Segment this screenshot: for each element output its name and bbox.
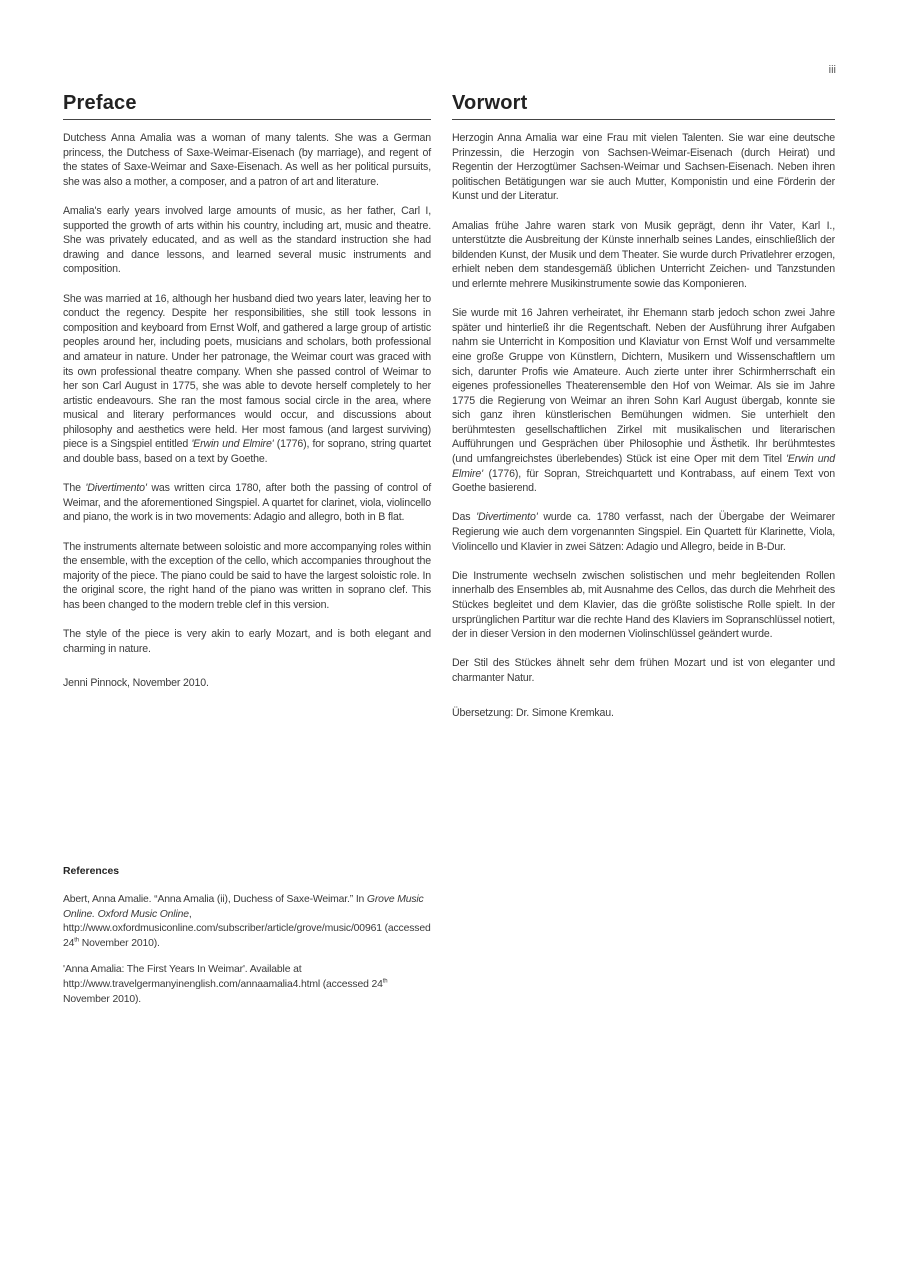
references-heading: References <box>63 866 120 877</box>
vorwort-title: Vorwort <box>452 92 835 120</box>
vorwort-paragraph: Herzogin Anna Amalia war eine Frau mit vielen Talenten. Sie war eine deutsche Prinzessin, die Herzogin von Sachsen-Weimar-Eisenach (durch Heirat) und Regentin der Herzogtümer Sachsen-Weimar und Sachsen-Eisenach. Neben ihren politischen Betätigungen war sie auch Mutter, Komponistin und eine Förderin der Kunst und der Literatur. <box>452 132 835 203</box>
vorwort-paragraph: Sie wurde mit 16 Jahren verheiratet, ihr Ehemann starb jedoch schon zwei Jahre später und hinterließ ihr die Regentschaft. Neben der Ausführung ihrer Aufgaben nahm sie Unterricht in Komposition und Klaviatur von Ernst Wolf und versammelte eine große Gruppe von Künstlern, Dichtern, Musikern und Wissenschaftlern um sich, darunter Profis wie Amateure. Auch zierte unter ihrer Schirmherrschaft ein eigenes professionelles Theaterensemble den Hof von Weimar. Als sie im Jahre 1775 die Regierung von Weimar an ihren Sohn Karl August übergab, konnte sie sich ganz ihren künstlerischen Bemühungen widmen. Sie unterhielt den berühmtesten gesellschaftlichen Zirkel mit musikalischen und literarischen Aufführungen und Gesprächen über Philosophie und Ästhetik. Ihr berühmtestes (und umfangreichstes überlebendes) Stück ist eine Oper mit dem Titel 'Erwin und Elmire' (1776), für Sopran, Streichquartett und Kontrabass, auf einem Text von Goethe basierend. <box>452 307 835 495</box>
preface-title: Preface <box>63 92 431 120</box>
work-title: 'Divertimento' <box>476 511 538 524</box>
preface-column <box>63 92 431 706</box>
work-title: 'Erwin und Elmire' <box>191 438 274 451</box>
vorwort-paragraph: Die Instrumente wechseln zwischen solistischen und mehr begleitenden Rollen innerhalb des Ensembles ab, mit Ausnahme des Cellos, das durch die Mehrheit des Stückes begleitet und dem Klavier, das die größte solistische Rolle spielt. In der ursprünglichen Partitur war die rechte Hand des Klaviers im Sopranschlüssel notiert, der in dieser Version in den modernen Violinschlüssel geändert wurde. <box>452 569 835 641</box>
preface-paragraph: The instruments alternate between soloistic and more accompanying roles within the ensemble, with the exception of the cello, which accompanies throughout the majority of the piece. The piano could be said to have the largest soloistic role. In the original score, the right hand of the piano was written in soprano clef. This has been changed to the modern treble clef in this version. <box>63 540 431 611</box>
vorwort-paragraph: Amalias frühe Jahre waren stark von Musik geprägt, denn ihr Vater, Karl I., unterstützte die Ausbreitung der Künste innerhalb seines Landes, einschließlich der bildenden Kunst, der Musik und dem Theater. Sie wurde durch Privatlehrer erzogen, erhielt neben dem standesgemäß üblichen Unterricht Zeichen- und Tanzstunden und erlernte mehrere Musikinstrumente sowie das Komponieren. <box>452 219 835 290</box>
page-number: iii <box>828 64 836 76</box>
reference-entry: 'Anna Amalia: The First Years In Weimar'. Available at http://www.travelgermanyinenglish.com/annaamalia4.html (accessed 24th November 2010). <box>63 964 388 1005</box>
vorwort-paragraph: Das 'Divertimento' wurde ca. 1780 verfasst, nach der Übergabe der Weimarer Regierung wie auch dem vorgenannten Singspiel. Ein Quartett für Klarinette, Viola, Violincello und Klavier in zwei Sätzen: Adagio und Allegro, beide in B-Dur. <box>452 511 835 553</box>
preface-paragraph: She was married at 16, although her husband died two years later, leaving her to conduct the regency. Despite her responsibilities, she still took lessons in composition and keyboard from Ernst Wolf, and gathered a large group of artistic peoples around her, including poets, musicians and scholars, both professional and amateur in nature. Under her patronage, the Weimar court was graced with its own professional theatre company. When she passed control of Weimar to her son Carl August in 1775, she was able to devote herself completely to her artistic endeavours. She ran the most famous social circle in the area, where musical and literary performances would occur, and discussions about philosophy and aesthetics were held. Her most famous (and largest surviving) piece is a Singspiel entitled 'Erwin und Elmire' (1776), for soprano, string quartet and double bass, based on a text by Goethe. <box>63 292 431 466</box>
preface-paragraph: Amalia's early years involved large amounts of music, as her father, Carl I, supported the growth of arts within his country, including art, music and theatre. She was privately educated, and as well as the standard instruction she had drawing and dance lessons, and learned several music instruments and composition. <box>63 204 431 276</box>
references-section <box>63 866 431 1019</box>
vorwort-column <box>452 92 835 735</box>
preface-paragraph: The style of the piece is very akin to early Mozart, and is both elegant and charming in nature. <box>63 628 431 655</box>
translator-credit: Übersetzung: Dr. Simone Kremkau. <box>452 706 614 719</box>
vorwort-paragraph: Der Stil des Stückes ähnelt sehr dem frühen Mozart und ist von eleganter und charmanter Natur. <box>452 657 835 684</box>
author-signature: Jenni Pinnock, November 2010. <box>63 677 209 690</box>
work-title: 'Divertimento' <box>85 482 147 495</box>
vorwort-body <box>452 131 835 720</box>
preface-paragraph: Dutchess Anna Amalia was a woman of many talents. She was a German princess, the Dutchess of Saxe-Weimar-Eisenach (by marriage), and regent of the states of Saxe-Weimar and Saxe-Eisenach. As well as her political pursuits, she was also a mother, a composer, and a patron of art and literature. <box>63 132 431 188</box>
work-title: 'Erwin und Elmire' <box>452 453 835 480</box>
preface-body <box>63 131 431 691</box>
reference-entry: Abert, Anna Amalie. “Anna Amalia (ii), Duchess of Saxe-Weimar.” In Grove Music Online. Oxford Music Online, http://www.oxfordmusiconline.com/subscriber/article/grove/music/00961 (accessed 24th November 2010). <box>63 894 431 949</box>
preface-paragraph: The 'Divertimento' was written circa 1780, after both the passing of control of Weimar, and the aforementioned Singspiel. A quartet for clarinet, viola, violincello and piano, the work is in two movements: Adagio and allegro, both in B flat. <box>63 482 431 524</box>
